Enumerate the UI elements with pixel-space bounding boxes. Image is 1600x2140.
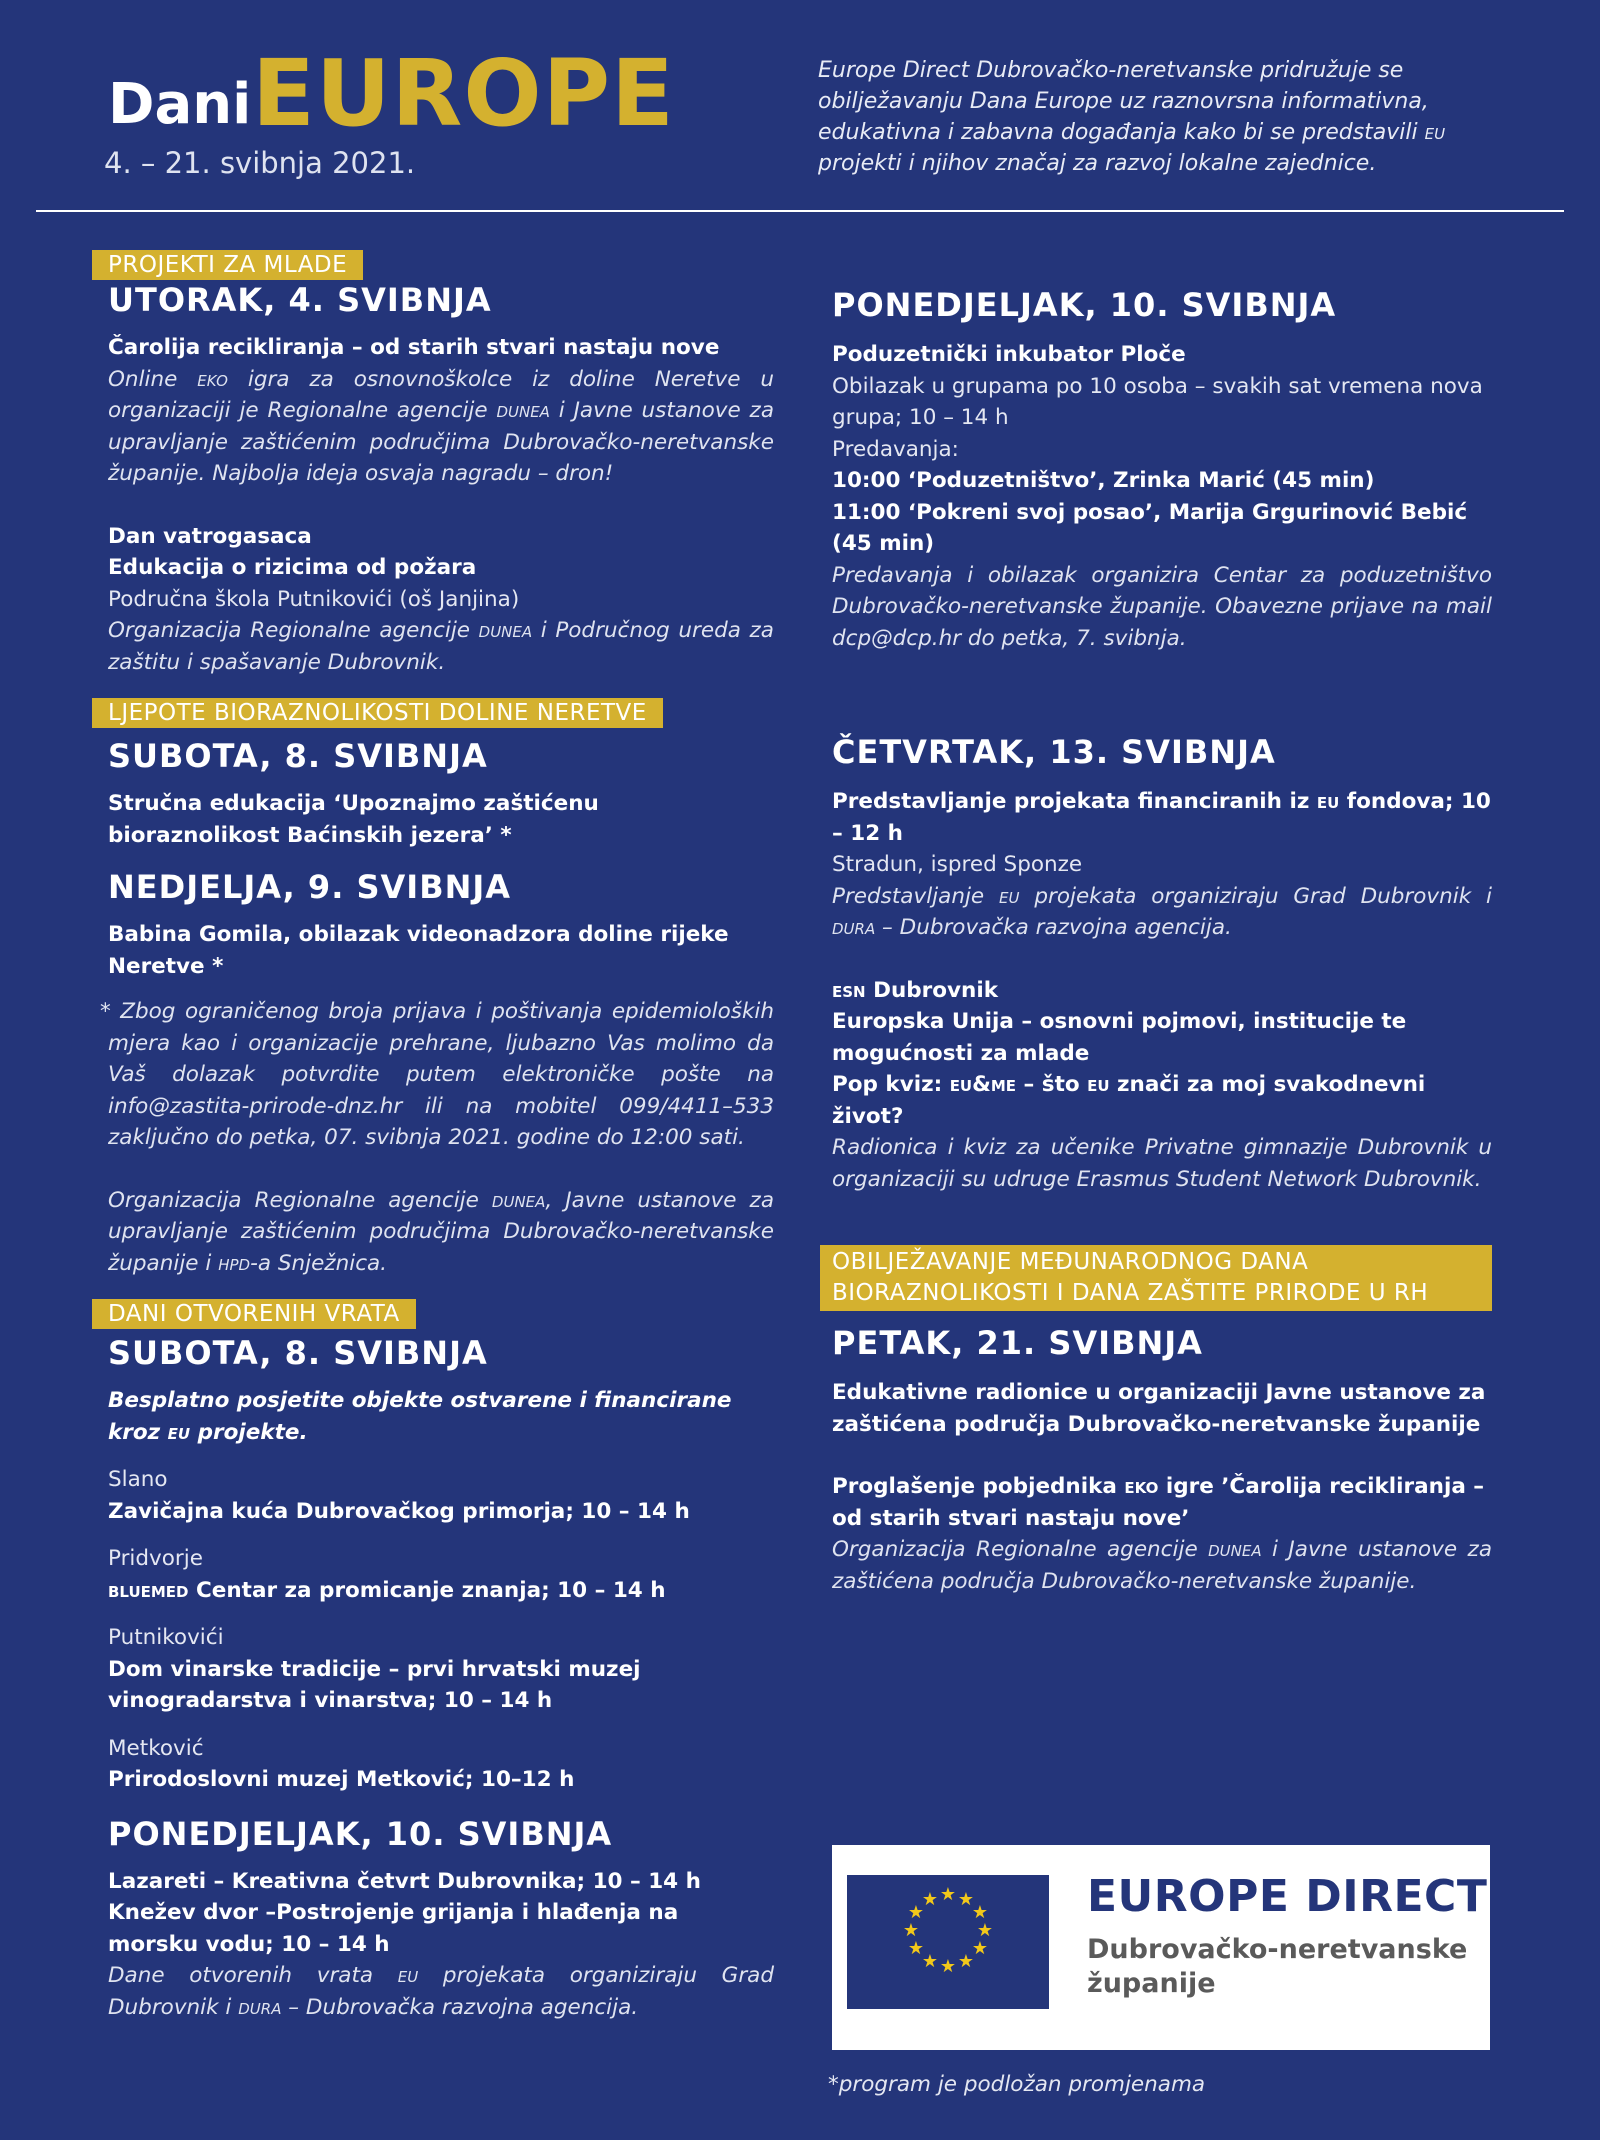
- right-column: [832, 285, 1492, 1597]
- eu-flag-icon: [847, 1875, 1049, 2009]
- intro-part: projekte.: [190, 1419, 308, 1445]
- svg-text:★: ★: [939, 1956, 957, 1977]
- title-part: Proglašenje pobjednika: [832, 1474, 1125, 1499]
- lecture-item: 11:00 ‘Pokreni svoj posao’, Marija Grgurinović Bebić (45 min): [832, 499, 1468, 556]
- day-heading: ČETVRTAK, 13. SVIBNJA: [832, 733, 1276, 771]
- date-range: 4. – 21. svibnja 2021.: [104, 146, 416, 180]
- section-tag: OBILJEŽAVANJE MEĐUNARODNOG DANA BIORAZNOLIKOSTI I DANA ZAŠTITE PRIRODE U RH: [820, 1245, 1492, 1311]
- svg-text:★: ★: [921, 1951, 939, 1972]
- event-note: Radionica i kviz za učenike Privatne gimnazije Dubrovnik u organizaciji su udruge Erasmus Student Network Dubrovnik.: [832, 1135, 1492, 1192]
- title-part: Pop kviz:: [832, 1072, 950, 1097]
- event-place: Stradun, ispred Sponze: [832, 852, 1083, 877]
- location-name: Pridvorje: [108, 1546, 203, 1571]
- note-part: Organizacija Regionalne agencije: [832, 1537, 1209, 1562]
- day-heading: SUBOTA, 8. SVIBNJA: [108, 737, 488, 775]
- svg-text:★: ★: [957, 1951, 975, 1972]
- note-part: – Dubrovačka razvojna agencija.: [875, 915, 1232, 940]
- svg-text:★: ★: [907, 1938, 925, 1959]
- note-dunea: dunea: [491, 1187, 546, 1213]
- logo-subtitle: [1087, 1933, 1467, 2001]
- note-part: i Područnog ureda za zaštitu i spašavanje Dubrovnik.: [108, 618, 774, 675]
- intro-part: projekti i njihov značaj za razvoj lokalne zajednice.: [818, 151, 1377, 176]
- event-note: [108, 615, 774, 678]
- note-part: i Javne ustanove za upravljanje zaštićenim područjima Dubrovačko-neretvanske županije. Najbolja ideja osvaja nagradu – dron!: [108, 398, 774, 486]
- note-part: , Javne ustanove za upravljanje zaštićenim područjima Dubrovačko-neretvanske županije i: [108, 1187, 774, 1276]
- note-part: Online: [108, 366, 198, 392]
- event-title: Čarolija recikliranja – od starih stvari nastaju nove: [108, 335, 720, 360]
- lecture-item: 10:00 ‘Poduzetništvo’, Zrinka Marić (45 min): [832, 468, 1375, 493]
- note-part: Organizacija Regionalne agencije: [108, 618, 479, 643]
- svg-text:★: ★: [907, 1902, 925, 1923]
- note-dura: dura: [832, 915, 876, 940]
- event-place: Područna škola Putnikovići (oš Janjina): [108, 586, 520, 612]
- footnote-star: * Zbog ograničenog broja prijava i poštivanja epidemioloških mjera kao i organizacije prehrane, ljubazno Vas molimo da Vaš dolazak potvrdite putem elektroničke pošte na info@zastita-prirode-dnz.hr ili na mobitel 099/4411–533 zaključno do petka, 07. svibnja 2021. godine do 12:00 sati.: [100, 999, 774, 1150]
- event-title: [832, 1069, 1492, 1132]
- svg-text:★: ★: [957, 1889, 975, 1910]
- title-part: Predstavljanje projekata financiranih iz: [832, 789, 1317, 814]
- location-item: Prirodoslovni muzej Metković; 10–12 h: [108, 1767, 575, 1792]
- day-heading: PONEDJELJAK, 10. SVIBNJA: [832, 286, 1337, 324]
- svg-text:★: ★: [902, 1920, 920, 1941]
- title-part: – što: [1016, 1072, 1088, 1097]
- location-item: [108, 1575, 774, 1607]
- logo-title: EUROPE DIRECT: [1087, 1871, 1488, 1922]
- eu-stars-icon: [847, 1875, 1049, 2009]
- organizer-note: [108, 1185, 774, 1280]
- intro-part: Besplatno posjetite objekte ostvarene i financirane kroz: [108, 1388, 732, 1445]
- note-part: i Javne ustanove za zaštićena područja Dubrovačko-neretvanske županije.: [832, 1537, 1492, 1594]
- note-eu: eu: [397, 1963, 419, 1988]
- event-note: [108, 1960, 774, 2023]
- day-heading: SUBOTA, 8. SVIBNJA: [108, 1334, 488, 1372]
- header-divider: [36, 210, 1564, 212]
- note-hpd: hpd: [218, 1250, 251, 1276]
- note-dura: dura: [238, 1994, 282, 2020]
- item-part: Centar za promicanje znanja; 10 – 14 h: [188, 1577, 666, 1603]
- note-eu: eu: [999, 883, 1020, 909]
- event-note: [108, 364, 774, 490]
- note-dunea: dunea: [496, 398, 550, 423]
- title-part: Dubrovnik: [865, 977, 999, 1003]
- bluemed-label: bluemed: [108, 1577, 189, 1603]
- svg-text:★: ★: [939, 1884, 957, 1905]
- note-part: – Dubrovačka razvojna agencija.: [281, 1994, 639, 2020]
- title-eume: eu&me: [949, 1072, 1017, 1097]
- logo-sub-line: županije: [1087, 1968, 1216, 1999]
- day-heading: PETAK, 21. SVIBNJA: [832, 1324, 1203, 1362]
- event-title: [832, 975, 1492, 1007]
- day-heading: PONEDJELJAK, 10. SVIBNJA: [108, 1814, 613, 1853]
- event-text: Obilazak u grupama po 10 osoba – svakih sat vremena nova grupa; 10 – 14 h: [832, 373, 1483, 430]
- event-title: Edukativne radionice u organizaciji Javne ustanove za zaštićena područja Dubrovačko-neretvanske županije: [832, 1380, 1486, 1437]
- event-title: Dan vatrogasaca: [108, 523, 312, 549]
- svg-text:★: ★: [976, 1920, 994, 1941]
- note-dunea: dunea: [1208, 1537, 1262, 1562]
- day-heading: NEDJELJA, 9. SVIBNJA: [108, 868, 512, 906]
- section-tag: DANI OTVORENIH VRATA: [92, 1299, 416, 1329]
- title-europe: EUROPE: [252, 40, 675, 147]
- title-dani: Dani: [108, 72, 252, 137]
- svg-text:★: ★: [921, 1889, 939, 1910]
- event-intro: [108, 1385, 774, 1448]
- event-note: [832, 881, 1492, 944]
- note-eko: eko: [197, 366, 228, 392]
- svg-text:★: ★: [971, 1902, 989, 1923]
- note-part: Organizacija Regionalne agencije: [108, 1187, 492, 1213]
- intro-eu: eu: [167, 1419, 191, 1445]
- event-title: Babina Gomila, obilazak videonadzora doline rijeke Neretve *: [108, 922, 729, 979]
- intro-text: [818, 55, 1498, 179]
- event-text: Predavanja:: [832, 436, 959, 462]
- title-part: znači za moj svakodnevni život?: [832, 1072, 1426, 1129]
- svg-text:★: ★: [971, 1938, 989, 1959]
- location-item: Zavičajna kuća Dubrovačkog primorja; 10 – 14 h: [108, 1498, 690, 1524]
- event-title: Knežev dvor –Postrojenje grijanja i hlađenja na morsku vodu; 10 – 14 h: [108, 1900, 679, 1957]
- intro-eu: eu: [1424, 120, 1446, 145]
- event-title: [832, 786, 1492, 849]
- event-title: [832, 1471, 1492, 1534]
- logo-sub-line: Dubrovačko-neretvanske: [1087, 1934, 1468, 1965]
- title-part: fondova; 10 – 12 h: [832, 789, 1491, 846]
- section-tag: PROJEKTI ZA MLADE: [92, 250, 363, 280]
- event-title: Stručna edukacija ‘Upoznajmo zaštićenu bioraznolikost Baćinskih jezera’ *: [108, 791, 599, 848]
- event-note: Predavanja i obilazak organizira Centar za poduzetništvo Dubrovačko-neretvanske županije. Obavezne prijave na mail dcp@dcp.hr do petka, 7. svibnja.: [832, 562, 1492, 651]
- note-part: projekata organiziraju Grad Dubrovnik i: [108, 1963, 774, 2020]
- event-title: Lazareti – Kreativna četvrt Dubrovnika; 10 – 14 h: [108, 1868, 701, 1894]
- day-heading: UTORAK, 4. SVIBNJA: [108, 281, 492, 319]
- event-title: Europska Unija – osnovni pojmovi, institucije te mogućnosti za mlade: [832, 1009, 1407, 1066]
- note-dunea: dunea: [478, 618, 533, 643]
- title-eu: eu: [1316, 789, 1340, 814]
- section-tag: LJEPOTE BIORAZNOLIKOSTI DOLINE NERETVE: [92, 698, 663, 728]
- esn-label: esn: [832, 977, 866, 1003]
- left-column: [100, 250, 775, 2023]
- event-title: Edukacija o rizicima od požara: [108, 555, 477, 580]
- note-part: igra za osnovnoškolce iz doline Neretve u organizaciji je Regionalne agencije: [108, 366, 775, 423]
- location-name: Slano: [108, 1467, 168, 1492]
- note-part: Dane otvorenih vrata: [108, 1963, 398, 1988]
- location-name: Putnikovići: [108, 1625, 224, 1650]
- event-title: Poduzetnički inkubator Ploče: [832, 342, 1186, 367]
- program-footnote: *program je podložan promjenama: [828, 2072, 1206, 2097]
- title-eu: eu: [1087, 1072, 1110, 1097]
- location-item: Dom vinarske tradicije – prvi hrvatski muzej vinogradarstva i vinarstva; 10 – 14 h: [108, 1656, 641, 1713]
- note-part: Predstavljanje: [832, 883, 1000, 909]
- title-eko: eko: [1124, 1474, 1159, 1499]
- note-part: -a Snježnica.: [250, 1250, 388, 1276]
- europe-direct-logo: [832, 1845, 1490, 2050]
- intro-part: Europe Direct Dubrovačko-neretvanske pridružuje se obilježavanju Dana Europe uz raznovrsna informativna, edukativna i zabavna događanja kako bi se predstavili: [818, 58, 1429, 145]
- title-part: igre ’Čarolija recikliranja – od starih stvari nastaju nove’: [832, 1474, 1485, 1531]
- event-note: [832, 1534, 1492, 1597]
- note-part: projekata organiziraju Grad Dubrovnik i: [1019, 883, 1492, 909]
- location-name: Metković: [108, 1735, 204, 1761]
